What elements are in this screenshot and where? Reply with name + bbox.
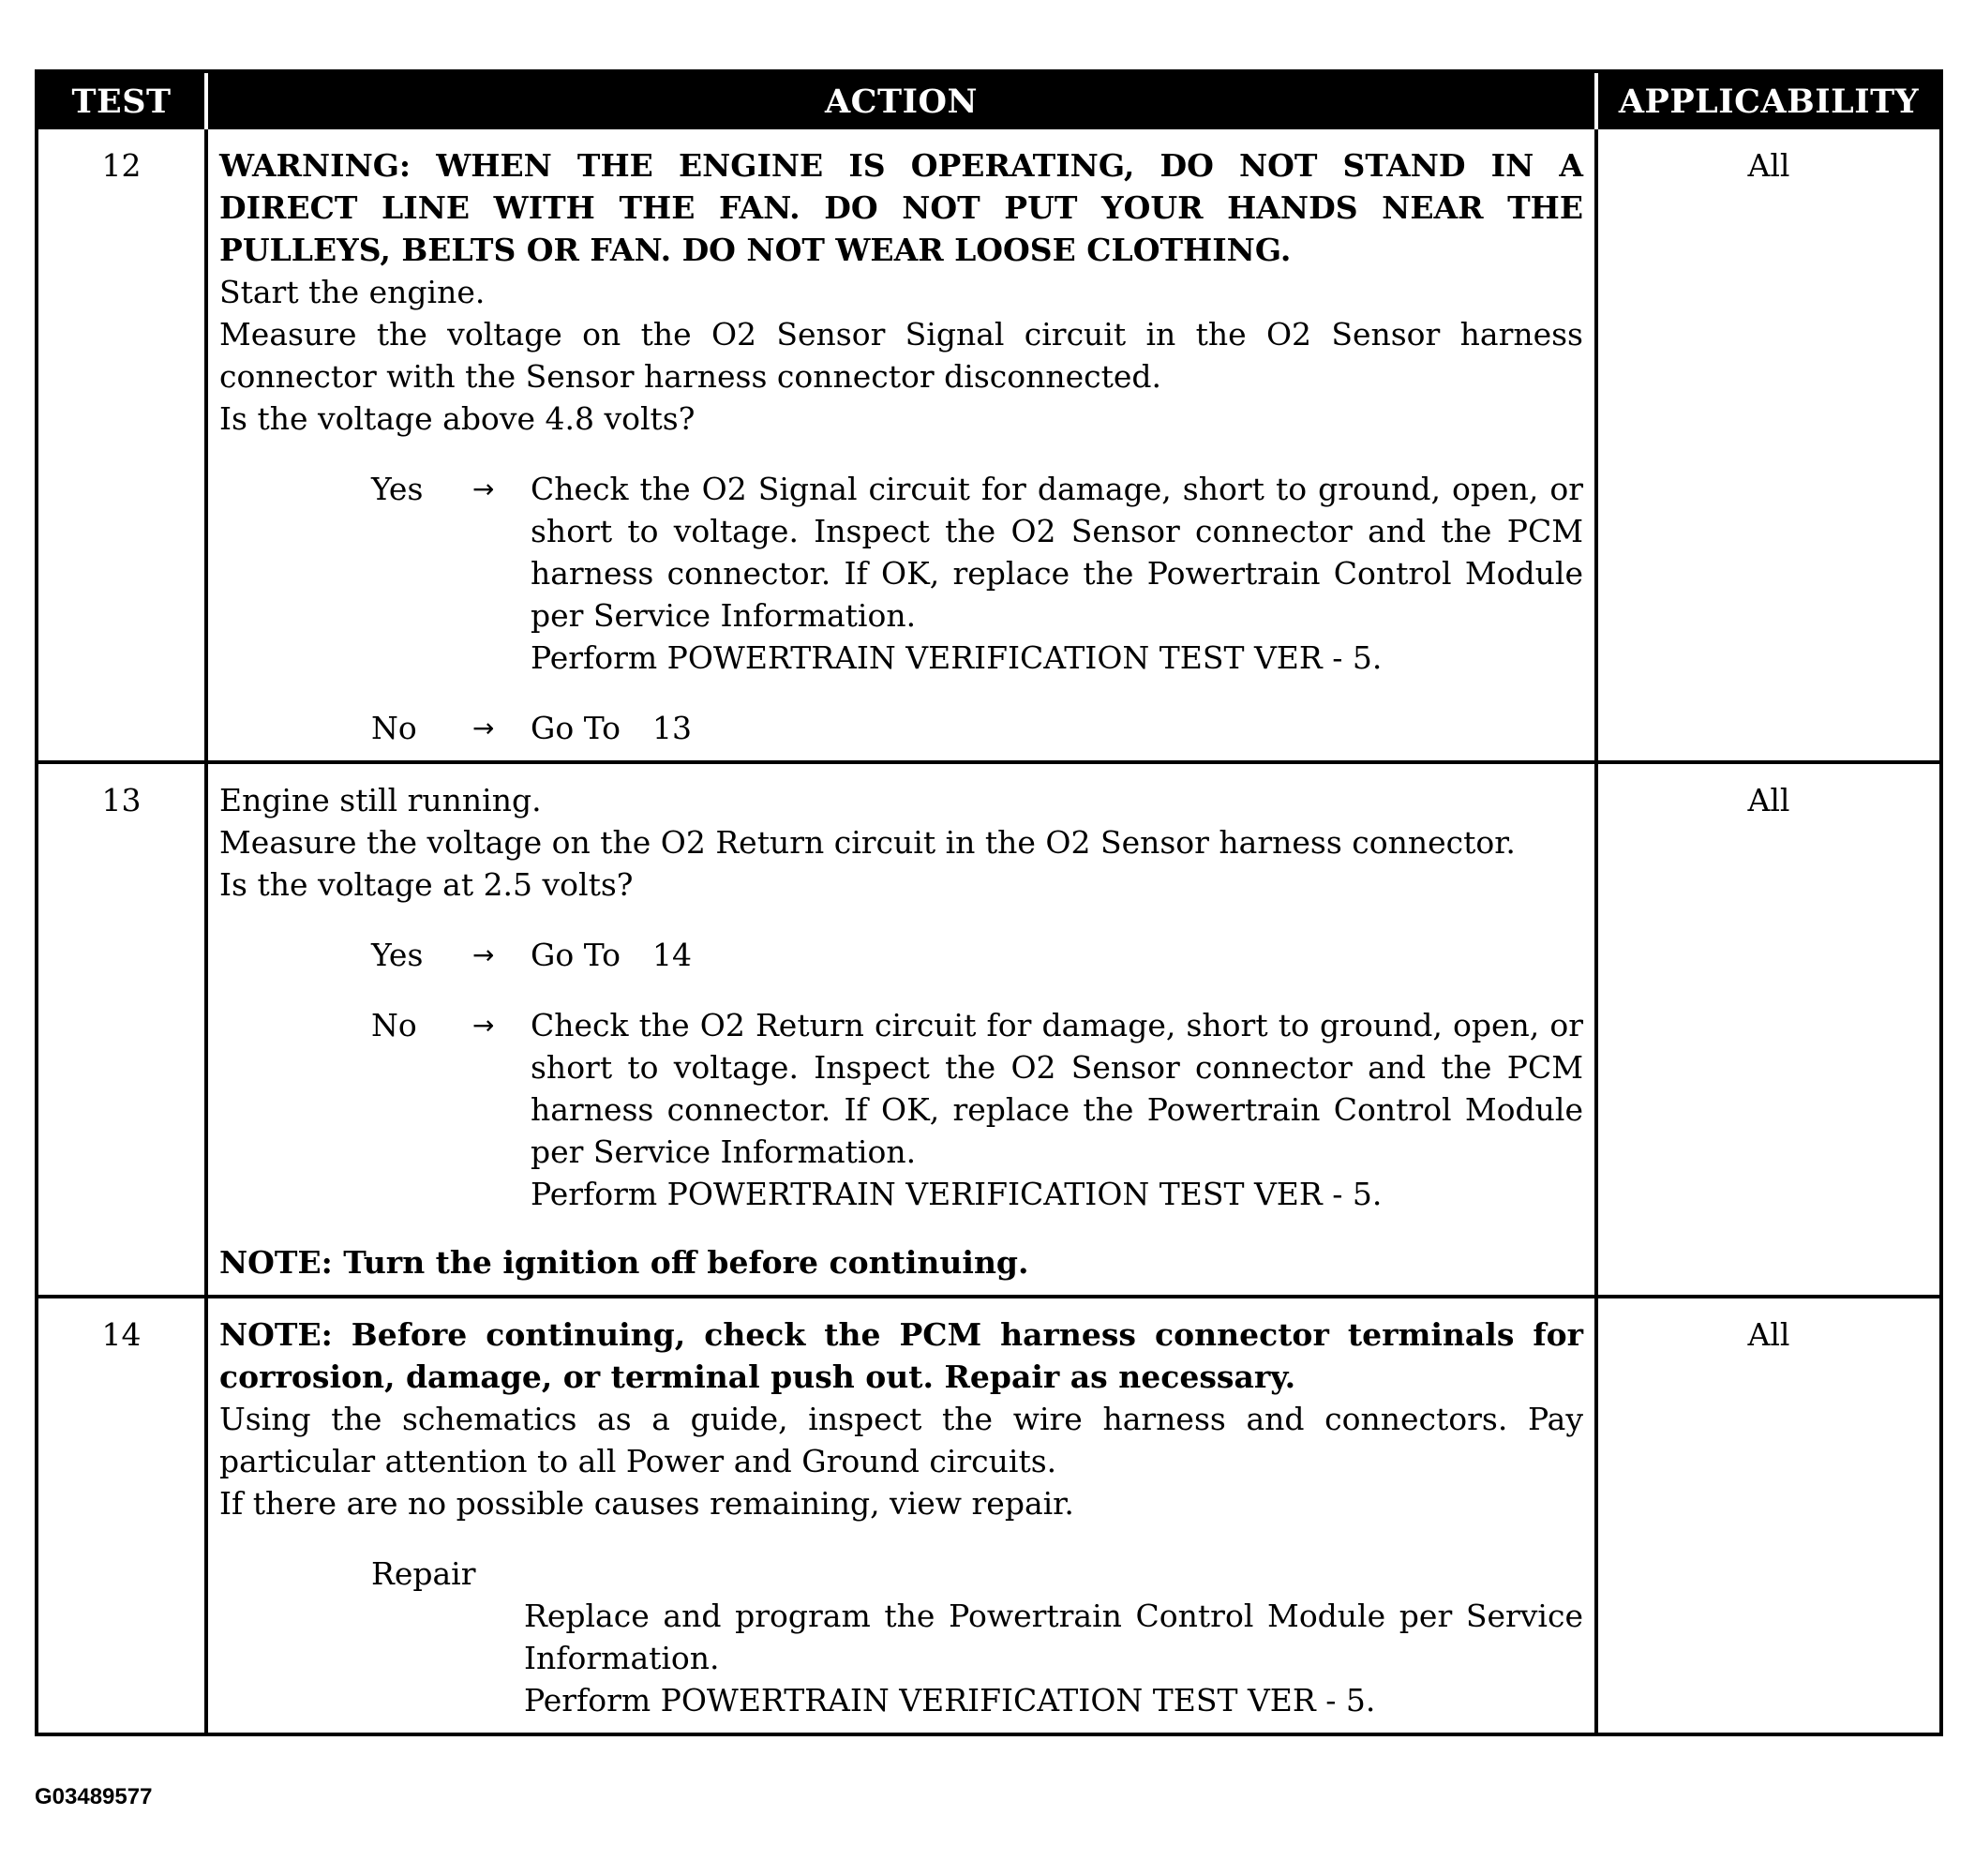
goto-test-number: 14 <box>652 937 693 973</box>
warning-text: WARNING: WHEN THE ENGINE IS OPERATING, DO NOT STAND IN A DIRECT LINE WITH THE FAN. DO NOT PUT YOUR HANDS NEAR THE PULLEYS, BELTS OR FAN. DO NOT WEAR LOOSE CLOTHING. <box>219 147 1583 268</box>
repair-text: Replace and program the Powertrain Control Module per Service Information. <box>524 1598 1583 1676</box>
result-text: Check the O2 Signal circuit for damage, short to ground, open, or short to voltage. Inspect the O2 Sensor connector and the PCM harness connector. If OK, replace the Powertrain Control Module per Service Information. <box>531 471 1583 634</box>
step-text: Measure the voltage on the O2 Sensor Signal circuit in the O2 Sensor harness connector with the Sensor harness connector disconnected. <box>219 316 1583 395</box>
diagnostic-table-frame <box>35 69 1943 1736</box>
right-arrow-icon: → <box>472 1010 495 1041</box>
yes-branch <box>219 934 1583 976</box>
column-header-action: ACTION <box>206 73 1596 129</box>
right-arrow-icon: → <box>472 713 495 743</box>
right-arrow-icon: → <box>472 939 495 970</box>
test-number: 13 <box>38 762 206 1297</box>
column-header-applicability: APPLICABILITY <box>1596 73 1939 129</box>
no-branch <box>219 1004 1583 1215</box>
diagnostic-test-table <box>38 73 1939 1733</box>
column-header-test: TEST <box>38 73 206 129</box>
figure-id: G03489577 <box>35 1784 153 1809</box>
no-branch <box>219 707 1583 749</box>
applicability-value: All <box>1596 129 1939 762</box>
result-text: Check the O2 Return circuit for damage, short to ground, open, or short to voltage. Inspect the O2 Sensor connector and the PCM harness connector. If OK, replace the Powertrain Control Module per Service Information. <box>531 1007 1583 1170</box>
applicability-value: All <box>1596 1297 1939 1733</box>
test-number: 14 <box>38 1297 206 1733</box>
action-cell <box>206 129 1596 762</box>
step-text: If there are no possible causes remaining, view repair. <box>219 1485 1074 1522</box>
table-row-test-13 <box>38 762 1939 1297</box>
perform-text: Perform POWERTRAIN VERIFICATION TEST VER - 5. <box>531 1176 1383 1212</box>
yes-result <box>531 934 1583 976</box>
action-cell <box>206 762 1596 1297</box>
yes-result <box>531 468 1583 679</box>
perform-text: Perform POWERTRAIN VERIFICATION TEST VER - 5. <box>524 1682 1376 1718</box>
yes-branch <box>219 468 1583 679</box>
step-text: Measure the voltage on the O2 Return circuit in the O2 Sensor harness connector. <box>219 824 1516 861</box>
goto-label: Go To <box>531 710 621 746</box>
note-text: NOTE: Before continuing, check the PCM harness connector terminals for corrosion, damage, or terminal push out. Repair as necessary. <box>219 1316 1583 1395</box>
test-number: 12 <box>101 147 142 184</box>
step-text: Start the engine. <box>219 274 486 310</box>
no-label: No <box>371 710 417 746</box>
question-text: Is the voltage at 2.5 volts? <box>219 866 634 903</box>
no-result <box>531 707 1583 749</box>
goto-label: Go To <box>531 937 621 973</box>
yes-label: Yes <box>371 471 424 507</box>
step-text: Using the schematics as a guide, inspect the wire harness and connectors. Pay particular attention to all Power and Ground circuits. <box>219 1401 1583 1479</box>
applicability-value: All <box>1596 762 1939 1297</box>
action-cell <box>206 1297 1596 1733</box>
no-result <box>531 1004 1583 1215</box>
yes-label: Yes <box>371 937 424 973</box>
repair-label: Repair <box>371 1555 476 1592</box>
table-row-test-14 <box>38 1297 1939 1733</box>
no-label: No <box>371 1007 417 1043</box>
table-row-test-12 <box>38 129 1939 762</box>
question-text: Is the voltage above 4.8 volts? <box>219 400 696 437</box>
right-arrow-icon: → <box>472 473 495 504</box>
perform-text: Perform POWERTRAIN VERIFICATION TEST VER - 5. <box>531 639 1383 676</box>
step-text: Engine still running. <box>219 782 542 818</box>
note-text: NOTE: Turn the ignition off before continuing. <box>219 1244 1029 1281</box>
table-header-row <box>38 73 1939 129</box>
goto-test-number: 13 <box>652 710 693 746</box>
